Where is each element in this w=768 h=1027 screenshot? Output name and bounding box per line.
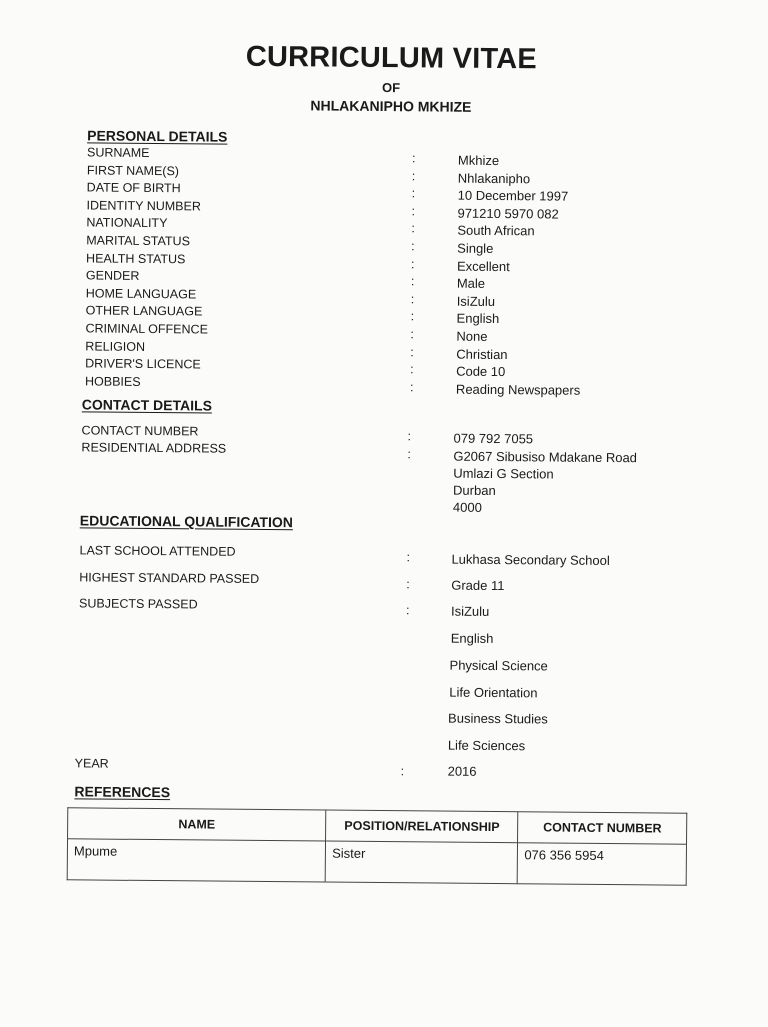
references-heading: REFERENCES	[74, 783, 171, 801]
personal-field-colon: :	[410, 344, 414, 359]
personal-field-colon: :	[410, 292, 415, 307]
personal-field-label: HOBBIES	[84, 374, 141, 389]
personal-field-colon: :	[411, 256, 415, 271]
personal-field-label: MARITAL STATUS	[86, 233, 191, 249]
personal-field-label: HEALTH STATUS	[86, 251, 186, 266]
personal-field-value: IsiZulu	[456, 293, 496, 309]
personal-field-colon: :	[411, 239, 415, 254]
table-row	[67, 839, 686, 885]
contact-details-heading: CONTACT DETAILS	[81, 396, 213, 414]
personal-field-colon: :	[411, 168, 416, 183]
personal-field-colon: :	[411, 186, 416, 201]
personal-field-value: 10 December 1997	[457, 187, 569, 204]
personal-field-colon: :	[411, 204, 416, 219]
personal-field-label: NATIONALITY	[86, 215, 168, 231]
contact-number-label: CONTACT NUMBER	[81, 423, 199, 439]
personal-field-value: Single	[457, 240, 494, 256]
subject-item: Physical Science	[449, 657, 548, 674]
personal-field-value: Nhlakanipho	[457, 170, 531, 186]
personal-field-colon: :	[409, 380, 414, 395]
candidate-name: NHLAKANIPHO MKHIZE	[310, 97, 472, 115]
personal-field-value: None	[456, 328, 488, 344]
personal-field-label: HOME LANGUAGE	[85, 286, 197, 302]
reference-contact: 076 356 5954	[518, 843, 687, 885]
reference-name: Mpume	[67, 839, 326, 882]
address-line-4: 4000	[452, 499, 482, 515]
address-line-3: Durban	[453, 482, 496, 499]
subject-item: Life Sciences	[447, 737, 526, 754]
contact-number-value: 079 792 7055	[453, 430, 534, 447]
personal-field-label: DATE OF BIRTH	[86, 180, 181, 196]
personal-field-colon: :	[410, 327, 414, 342]
address-line-1: G2067 Sibusiso Mdakane Road	[453, 448, 638, 466]
highest-standard-value: Grade 11	[451, 577, 505, 594]
personal-field-colon: :	[410, 274, 415, 289]
personal-field-label: FIRST NAME(S)	[86, 163, 180, 178]
reference-relationship: Sister	[325, 841, 518, 884]
education-heading: EDUCATIONAL QUALIFICATION	[79, 512, 293, 531]
personal-field-label: IDENTITY NUMBER	[86, 198, 201, 214]
personal-field-label: OTHER LANGUAGE	[85, 303, 203, 319]
highest-standard-label: HIGHEST STANDARD PASSED	[79, 570, 260, 586]
personal-field-colon: :	[410, 309, 415, 324]
personal-field-value: Code 10	[456, 363, 506, 380]
contact-number-colon: :	[407, 429, 412, 444]
year-value: 2016	[447, 763, 477, 779]
document-title: CURRICULUM VITAE	[245, 40, 538, 76]
personal-field-colon: :	[411, 221, 415, 236]
subject-item: Business Studies	[448, 710, 548, 727]
personal-field-label: CRIMINAL OFFENCE	[85, 321, 209, 337]
personal-field-colon: :	[411, 151, 416, 166]
personal-field-label: GENDER	[85, 268, 140, 284]
year-colon: :	[400, 764, 405, 779]
last-school-label: LAST SCHOOL ATTENDED	[79, 543, 236, 559]
personal-field-value: 971210 5970 082	[457, 205, 559, 222]
personal-field-value: Male	[456, 275, 486, 292]
subject-item: English	[450, 630, 494, 646]
personal-field-label: DRIVER'S LICENCE	[85, 356, 201, 372]
personal-field-value: Mkhize	[457, 152, 500, 169]
last-school-colon: :	[406, 550, 411, 565]
subject-item: Life Orientation	[449, 684, 538, 701]
subjects-passed-label: SUBJECTS PASSED	[79, 596, 198, 612]
personal-field-value: Christian	[456, 346, 508, 362]
document-subtitle-of: OF	[382, 80, 401, 96]
personal-field-label: SURNAME	[86, 145, 150, 160]
address-line-2: Umlazi G Section	[453, 465, 554, 482]
personal-field-value: Excellent	[456, 258, 510, 274]
personal-field-label: RELIGION	[85, 339, 146, 354]
personal-field-colon: :	[410, 362, 414, 377]
subjects-passed-colon: :	[405, 603, 410, 618]
column-header-contact: CONTACT NUMBER	[518, 812, 687, 844]
references-table	[67, 807, 688, 885]
column-header-relationship: POSITION/RELATIONSHIP	[326, 810, 518, 843]
column-header-name: NAME	[68, 808, 327, 841]
subject-item: IsiZulu	[450, 603, 490, 619]
personal-field-value: Reading Newspapers	[455, 381, 581, 398]
personal-field-value: South African	[457, 223, 535, 239]
personal-field-value: English	[456, 311, 500, 327]
last-school-value: Lukhasa Secondary School	[451, 551, 610, 569]
personal-details-heading: PERSONAL DETAILS	[87, 127, 228, 145]
highest-standard-colon: :	[406, 577, 410, 592]
year-label: YEAR	[74, 756, 109, 771]
residential-address-label: RESIDENTIAL ADDRESS	[81, 440, 227, 456]
residential-address-colon: :	[407, 447, 411, 462]
